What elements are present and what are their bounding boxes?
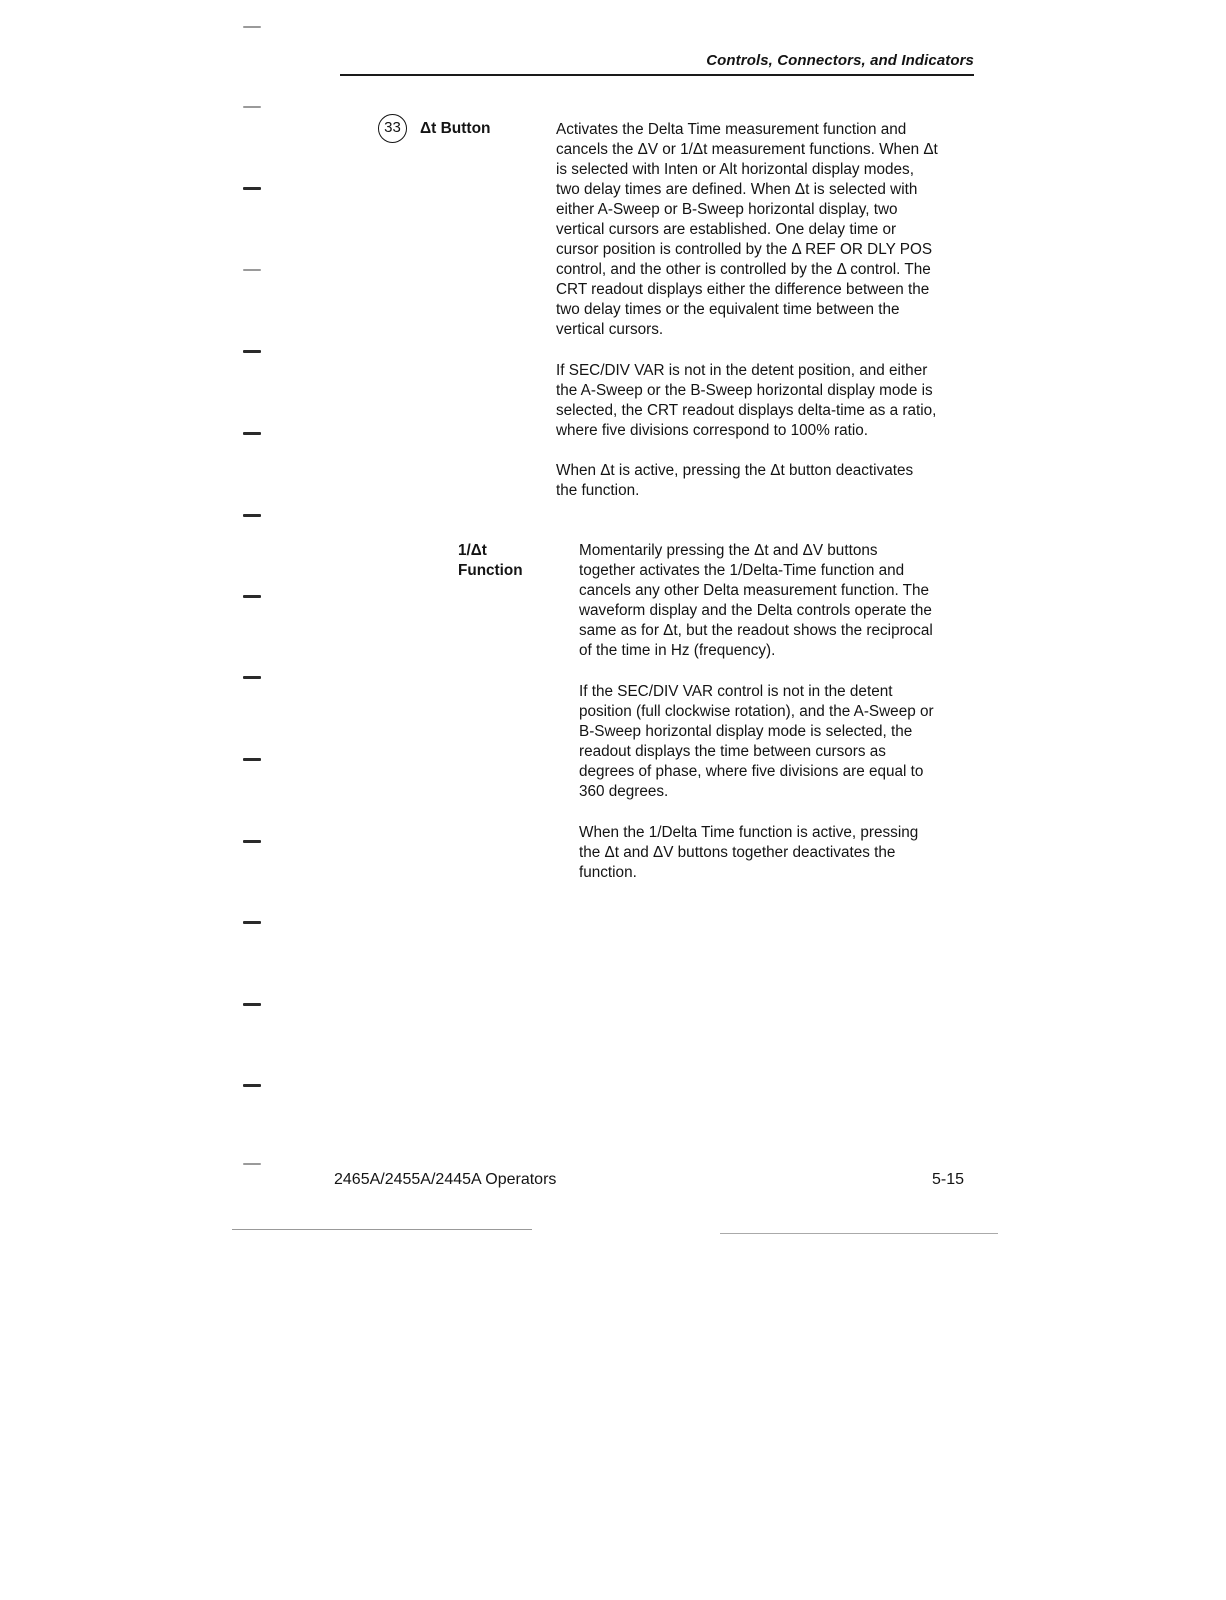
binding-mark [243, 595, 261, 598]
binding-mark [243, 187, 261, 190]
binding-mark [243, 350, 261, 353]
page-header-title: Controls, Connectors, and Indicators [706, 52, 974, 69]
item-heading: Δt Button [420, 120, 491, 137]
subitem-paragraph: If the SEC/DIV VAR control is not in the detent position (full clockwise rotation), and the A-Sweep or B-Sweep horizontal display mode is selected, the readout displays the time between cursors as degrees of phase, where five divisions are equal to 360 degrees. [579, 683, 934, 800]
footer-page-number: 5-15 [932, 1171, 965, 1188]
subitem-paragraph: When the 1/Delta Time function is active, pressing the Δt and ΔV buttons together deactivates the function. [579, 824, 919, 881]
scan-edge-line [720, 1233, 998, 1234]
footer-manual-title: 2465A/2455A/2445A Operators [334, 1171, 557, 1188]
item-paragraph: When Δt is active, pressing the Δt button deactivates the function. [556, 462, 914, 499]
header-rule [340, 74, 974, 76]
binding-mark [243, 1084, 261, 1087]
subitem-heading: 1/Δt Function [458, 542, 523, 579]
binding-mark [243, 26, 261, 28]
subitem-paragraph: Momentarily pressing the Δt and ΔV buttons together activates the 1/Delta-Time function and cancels any other Delta measurement function. The waveform display and the Delta controls operate the same as for Δt, but the readout shows the reciprocal of the time in Hz (frequency). [579, 542, 933, 659]
item-paragraph: If SEC/DIV VAR is not in the detent position, and either the A-Sweep or the B-Sweep horizontal display mode is selected, the CRT readout displays delta-time as a ratio, where five divisions correspond to 100% ratio. [556, 362, 937, 439]
binding-mark [243, 840, 261, 843]
item-number-circle: 33 [378, 114, 407, 143]
binding-mark [243, 432, 261, 435]
binding-mark [243, 1163, 261, 1165]
binding-mark [243, 676, 261, 679]
binding-mark [243, 269, 261, 271]
scan-edge-line [232, 1229, 532, 1230]
binding-mark [243, 106, 261, 108]
item-paragraph: Activates the Delta Time measurement function and cancels the ΔV or 1/Δt measurement functions. When Δt is selected with Inten or Alt horizontal display modes, two delay times are defined. When Δt is selected with either A-Sweep or B-Sweep horizontal display, two vertical cursors are established. One delay time or cursor position is controlled by the Δ REF OR DLY POS control, and the other is controlled by the Δ control. The CRT readout displays either the difference between the two delay times or the equivalent time between the vertical cursors. [556, 121, 938, 338]
binding-mark [243, 514, 261, 517]
binding-mark [243, 1003, 261, 1006]
binding-mark [243, 758, 261, 761]
binding-mark [243, 921, 261, 924]
